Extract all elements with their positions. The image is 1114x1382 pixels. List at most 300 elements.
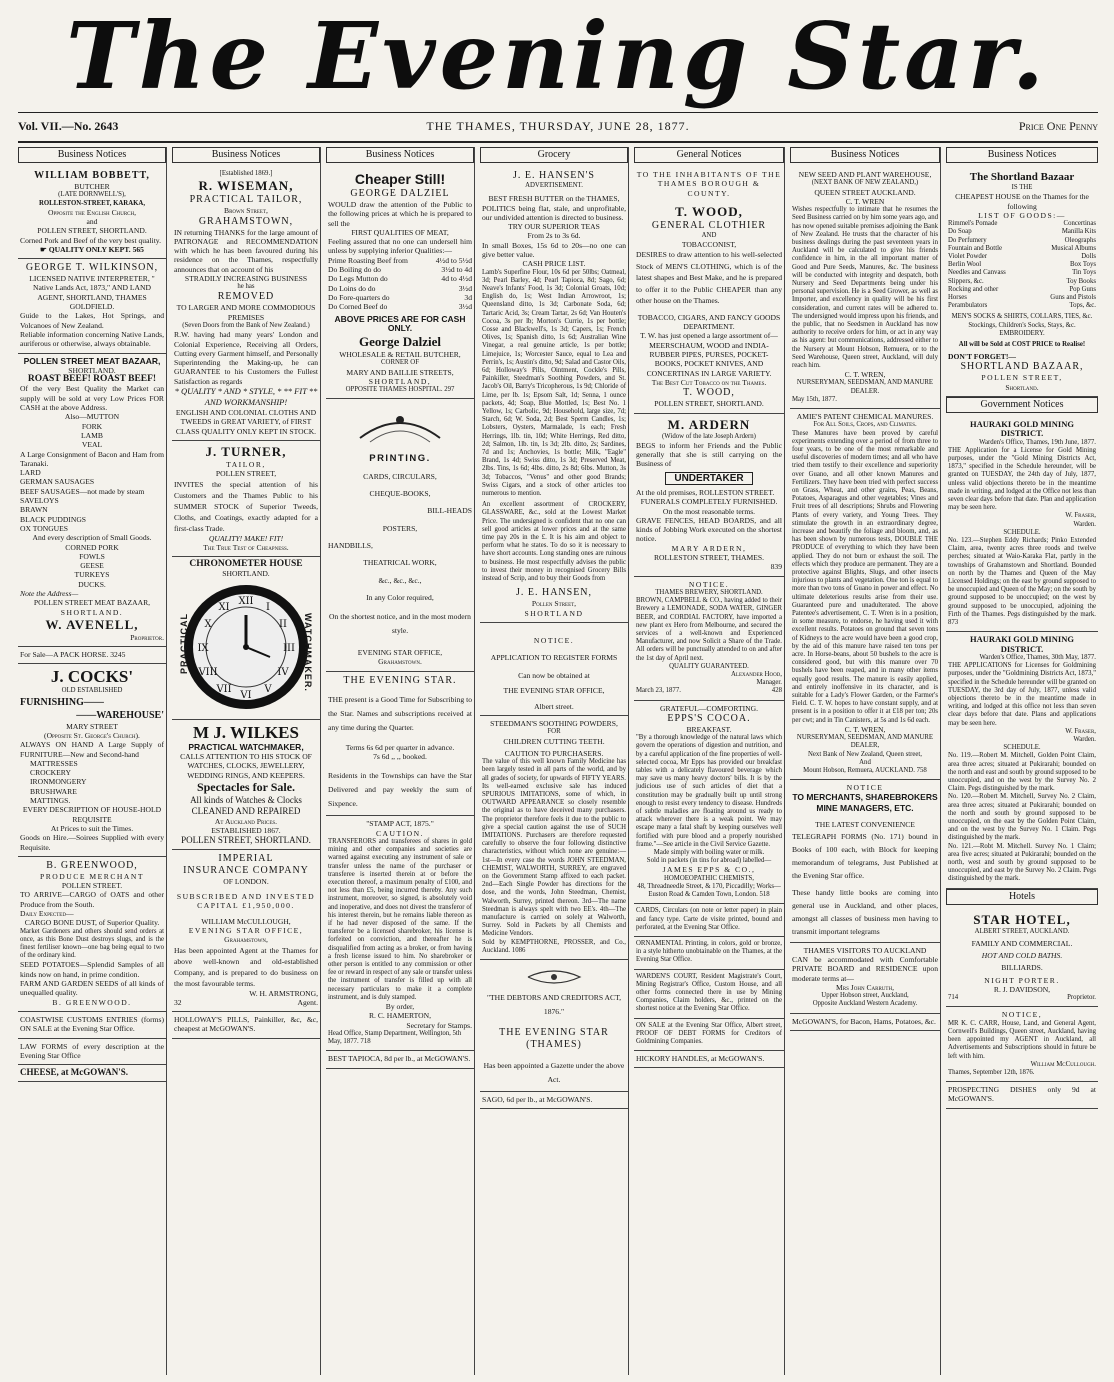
ad-title: PRINTING.: [369, 453, 431, 465]
ad-text: FARM AND GARDEN SEEDS of all kinds of unequalled quality.: [20, 979, 164, 998]
column-3: [326, 147, 475, 1375]
ad-text: R. C. HAMERTON,: [368, 1011, 432, 1021]
ad-text: THE EVENING STAR OFFICE,: [503, 686, 605, 696]
vertical-label: PRACTICAL: [179, 612, 189, 674]
ad-brewery: [634, 577, 784, 701]
ad-text: OF LONDON.: [223, 876, 269, 886]
goods-item: Oleographs: [1064, 236, 1096, 244]
ad-text: he has: [237, 283, 255, 291]
ad-text: Warden's Office, Thames, 30th May, 1877.: [979, 653, 1096, 661]
ad-prospecting-dishes: [946, 1082, 1098, 1109]
goods-item: Guns and Pistols: [1050, 293, 1096, 301]
ad-text: CHILDREN CUTTING TEETH.: [503, 736, 605, 746]
ad-title: HAURAKI GOLD MINING DISTRICT.: [970, 419, 1074, 439]
ad-title: NOTICE: [846, 783, 884, 793]
svg-text:VI: VI: [240, 689, 252, 701]
ad-text: May 15th, 1877.: [792, 395, 837, 403]
svg-text:IV: IV: [277, 666, 289, 678]
ad-text: MARY AND BAILLIE STREETS,: [346, 367, 454, 377]
ad-text: CAPITAL £1,950,000.: [197, 901, 295, 911]
dateline: [18, 119, 1098, 139]
column-7: [946, 147, 1098, 1375]
ad-text: ——WAREHOUSE': [76, 709, 164, 721]
ad-text: Also—MUTTON: [64, 412, 120, 422]
ad-hansen: [480, 167, 628, 623]
ad-text: Has been appointed a Gazette under the above Act.: [483, 1061, 625, 1085]
ad-text: GRAHAMSTOWN,: [198, 215, 294, 227]
ad-text: CASH PRICE LIST.: [522, 259, 586, 269]
ad-text: POLITICS being flat, stale, and unprofitable, our undivided attention is directed to business.: [482, 203, 626, 222]
section-header: General Notices: [634, 147, 784, 163]
ad-text: THEATRICAL WORK,: [363, 558, 437, 568]
ad-amies-manures: [790, 409, 940, 780]
ad-text: GENERAL CLOTHIER: [651, 219, 767, 231]
volume-number: Vol. VII.—No. 2643: [18, 119, 119, 133]
ad-text: FIRST QUALITIES OF MEAT,: [351, 227, 449, 237]
ad-text: At Auckland Prices.: [214, 816, 278, 826]
price-value: 3½d: [458, 302, 472, 312]
goods-item: Toy Books: [1066, 277, 1096, 285]
ad-text: HICKORY HANDLES, at McGOWAN'S.: [636, 1054, 765, 1064]
ad-text: NURSERYMAN, SEEDSMAN, AND MANURE DEALER.: [796, 379, 934, 395]
printing-ornament-icon: [352, 408, 448, 448]
ad-text: JAMES EPPS & CO.,: [662, 865, 756, 875]
ad-text: William McCullough.: [1030, 1060, 1096, 1068]
goods-item: Fountain and Bottle: [948, 244, 1002, 252]
ad-text: ROLLESTON STREET, THAMES.: [653, 553, 765, 563]
ad-text: CAN be accommodated with Comfortable PRIVATE BOARD and RESIDENCE upon moderate terms at—: [792, 955, 938, 983]
ad-wiseman: [172, 167, 320, 441]
ad-text: No. 120.—Robert M. Mitchell, Survey No. 2 Claim, area three acres; situated at Pukirarahi; bounded on the north and south by ground supposed to be unoccupied, on the east by the Golden Point Claim, and on the west by the Survey No. 1 Claim. Pegs distinguished by the mark.: [948, 793, 1096, 842]
ad-title: STEEDMAN'S SOOTHING POWDERS,: [490, 719, 618, 729]
ad-text: And every description of Small Goods.: [32, 533, 152, 543]
goods-item: Pop Guns: [1069, 285, 1096, 293]
ad-text: Stockings, Children's Socks, Stays, &c. EMBROIDERY.: [968, 321, 1076, 337]
ad-wilkes: [172, 720, 320, 850]
price-item: Do Legs Mutton do: [328, 274, 388, 284]
ad-text: TOBACCO, CIGARS, AND FANCY GOODS DEPARTMENT.: [637, 312, 781, 332]
ad-text: The Best Cut Tobacco on the Thames.: [651, 377, 767, 387]
ad-title: GEORGE T. WILKINSON,: [25, 262, 159, 274]
section-header: Government Notices: [946, 397, 1098, 413]
ad-text: All will be Sold at COST PRICE to Realise!: [958, 340, 1086, 348]
ad-star-hotel: [946, 909, 1098, 1008]
ad-text: McGOWAN'S, for Bacon, Hams, Potatoes, &c.: [792, 1016, 936, 1026]
ad-text: Warden's Office, Thames, 19th June, 1877.: [979, 438, 1096, 446]
ad-ornamental: [634, 937, 784, 970]
ad-text: CARGO BONE DUST, of Superior Quality.: [24, 918, 160, 928]
goods-item: Slippers, &c.: [948, 277, 984, 285]
svg-text:VII: VII: [216, 683, 232, 695]
svg-text:X: X: [204, 618, 212, 630]
section-header: Business Notices: [790, 147, 940, 163]
ad-text: T. W. has just opened a large assortment of— MEERSCHAUM, WOOD and INDIA-RUBBER PIPES, PURSES, POCKET-BOOKS, POCKET KNIVES, AND CONCERTINAS IN LARGE VARIETY.: [640, 331, 778, 378]
ad-text: Opposite Auckland Western Academy.: [812, 1000, 918, 1008]
ad-text: THAMES BREWERY, SHORTLAND.: [655, 588, 763, 596]
ad-title: STAR HOTEL,: [973, 911, 1071, 927]
ad-text: Upper Hobson street, Auckland,: [821, 992, 909, 1000]
ad-text: These handy little books are coming into general use in Auckland, and other places, amongst all classes of business men having to transmit important telegrams: [792, 887, 938, 936]
ad-text: POLLEN STREET,: [215, 469, 277, 479]
ad-text: All kinds of Watches & Clocks CLEANED AND REPAIRED: [190, 794, 302, 816]
goods-row: [948, 220, 1096, 228]
clock-illustration: [174, 583, 318, 711]
ad-number: 873: [948, 619, 959, 627]
goods-row: [948, 237, 1096, 245]
ad-number: 758: [916, 766, 927, 774]
ad-text: WOULD draw the attention of the Public to the following prices at which he is prepared to sell the: [328, 200, 472, 228]
svg-text:XII: XII: [238, 595, 254, 607]
ad-pack-horse: [18, 647, 166, 664]
ad-text: SHORTLAND.: [222, 569, 270, 579]
goods-row: [948, 286, 1096, 294]
ad-text: ORNAMENTAL Printing, in colors, gold or bronze, in a style hitherto unobtainable on the Thames, at the Evening Star Office.: [636, 939, 782, 964]
price-list: [328, 256, 472, 312]
ad-text: Grahamstown.: [378, 657, 422, 667]
ad-text: Terms 6s 6d per quarter in advance.: [345, 742, 455, 752]
goods-row: [948, 245, 1096, 253]
ad-title: George Dalziel: [359, 334, 441, 350]
ad-text: HOLLOWAY'S PILLS, Painkiller, &c, &c, cheapest at McGOWAN'S.: [174, 1015, 318, 1034]
ad-text: ADVERTISEMENT.: [525, 182, 583, 189]
ad-text: CORNED PORK FOWLS GEESE TURKEYS DUCKS.: [65, 542, 119, 589]
ad-text: TO ARRIVE—CARGO of OATS and other Produce from the South.: [20, 890, 164, 909]
ad-text: HANDBILLS,: [328, 540, 373, 550]
ad-text: SHORTLAND.: [60, 607, 124, 617]
goods-item: Perambulators: [948, 302, 988, 310]
ad-text: Residents in the Townships can have the Star Delivered and pay weekly the sum of Sixpence.: [328, 771, 472, 809]
ad-title: J. COCKS': [50, 667, 134, 687]
svg-text:III: III: [283, 642, 295, 654]
ad-coastwise: [18, 1012, 166, 1039]
ad-number: 714: [948, 994, 959, 1002]
ad-number: 718: [360, 1038, 371, 1046]
svg-text:XI: XI: [218, 601, 230, 613]
ad-text: MEN'S SOCKS & SHIRTS, COLLARS, TIES, &c.: [951, 313, 1093, 321]
ad-text: CHEAPEST HOUSE on the Thames for the following: [955, 192, 1089, 211]
ad-text: SEED POTATOES—Splendid Samples of all kinds now on hand, in prime condition.: [20, 960, 164, 979]
ad-text: Opposite the English Church,: [47, 207, 137, 217]
price-item: Prime Roasting Beef from: [328, 255, 408, 265]
ad-thames-visitors: [790, 943, 940, 1014]
ad-text: March 23, 1877.: [636, 687, 681, 695]
ad-text: 7s 6d ,, ,, booked.: [373, 752, 427, 762]
ad-greenwood: [18, 857, 166, 1012]
ad-title: R. WISEMAN,: [198, 178, 294, 194]
ad-text: QUALITY! MAKE! FIT!: [208, 533, 284, 543]
ad-text: Lamb's Superfine Flour, 10s 6d per 50lbs; Oatmeal, 3d; Pearl Barley, 4d; Pearl Tapioca, 8d; Sago, 6d; Neave's Infants' Food, 1s 3d; Colonial Groats, 10d; English do, 1s; West Indian Arrowroot, 1s; Queensland ditto, 1s 3d; Carbonate Soda, 6d; Tartaric Acid, 3s; Cream Tartar, 2s 6d; Van Houten's Cocoa, 3s per lb; Morton's Currie, 1s per bottle; Cosse and Blackwell's, 1s 3d; Capers, 1s; French Olives, 1s; Spanish ditto, 1s 6d; Australian Wine Vinegar, a real genuine article, 1s per bottle; Limejuice, 1s; Worcester Sauce, equal to Lea and Perrin's, 1s; Austin's ditto, 9d; Salad and Castor Oils, 6d; Holloway's Pills, Ointment, Cockle's Pills, Painkiller, Steedman's Soothing Powders, and St. Jacob's Oil, Barry's Tricopherous, 1s 9d; Chloride of Lime, per lb. 1s; Epsom Salt, 1d; Senna, 1 ounce packets, 4d; Soap, Blue Mottled, 1s; Best No. 1 Yellow, 1s; Carbolic, 9d; Household, large size, 7d; Starch, 6d; W. Soda, 2d; Best Sperm Candles, 1s; Lobsters, Oysters, Marmalade, 1s each; Fresh Herrings, 1lb. tin, 10d; White Herrings, Red ditto, 2d; Salmon, 1lb. tin, 1s 3d; 2lb. ditto, 2s; Sardines, 7d and 1s; Anchovies, 1s bottle; Milk, "Eagle" Brand, 1s 4d; Swiss ditto, 1s 3d; Preserved Meat, 2lbs. Tins, 1s 6d; 4lbs. ditto, 2s 8d; 6lbs. Mutton, 3s 3d; Tobaccos, "Venus" and other good Brands; Swiss Cigars, and a stock of other articles too numerous to mention.: [482, 268, 626, 498]
ad-title: "THE DEBTORS AND CREDITORS ACT, 1876.": [486, 993, 622, 1017]
goods-item: Tin Toys: [1072, 269, 1096, 277]
ad-number: 32: [174, 997, 182, 1007]
ad-text: At the old premises, ROLLESTON STREET.: [636, 487, 775, 497]
ad-text: QUALITY GUARANTEED.: [669, 662, 749, 670]
price-value: 4½d to 5½d: [435, 255, 472, 265]
ad-text: MR K. C. CARR, House, Land, and General Agent, Cornwell's Buildings, Queen street, Auckland, having been appointed my AGENT in Auckland, all Advertisements and Subscriptions should in future be left with him.: [948, 1019, 1096, 1060]
price-value: 3½d to 4d: [441, 265, 472, 275]
goods-row: [948, 294, 1096, 302]
ad-text: Goods on Hire.—Soirees Supplied with every Requisite.: [20, 833, 164, 852]
hand-pointer-icon: ☛: [40, 244, 49, 254]
ad-text: THE LATEST CONVENIENCE: [815, 820, 915, 830]
ad-text: ENGLISH AND COLONIAL CLOTHS AND TWEEDS in GREAT VARIETY, of FIRST CLASS QUALITY ONLY KEPT IN STOCK.: [175, 408, 317, 436]
ad-text: SHORTLAND BAZAAR,: [960, 361, 1084, 373]
newspaper-title: The Evening Star.: [66, 2, 1048, 110]
price-item: Do Fore-quarters do: [328, 292, 390, 302]
ad-text: EVERY DESCRIPTION OF HOUSE-HOLD REQUISITE: [22, 805, 162, 824]
ad-text: OPPOSITE THAMES HOSPITAL.: [345, 386, 443, 394]
ad-debtors-act: [480, 960, 628, 1092]
ad-title: M. ARDERN: [667, 416, 751, 432]
ad-text: MARY ARDERN,: [671, 543, 747, 553]
ad-text: Daily Expected—: [20, 909, 74, 919]
ad-text: TRANSFERORS and transferees of shares in gold mining and other companies and societies are warned against executing any instrument of sale or transfer unless the name of the purchaser or transferee is inserted therein at or before the execution thereof, a maximum penalty of £100, and not less than £5, being incurred thereby. Any such instrument, moreover, so signed, is absolutely void and inoperative, and does not divest the transferor of his interest therein, but he remains liable thereon as if he had never disposed of the same. If the transferor be a licensed sharebroker, his license is forfeited on conviction, and thereafter he is disqualified from acting as a broker, or from having a fresh license issued to him. No sharebroker or other person is entitled to any commission or other fee or reward in respect of any sale or transfer unless the instrument of transfer is filled up with all necessary particulars to make it a complete instrument, and is duly stamped.: [328, 837, 472, 1001]
ad-text: NIGHT PORTER.: [984, 975, 1060, 985]
ad-holloway: [172, 1012, 320, 1039]
ad-imperial-insurance: [172, 850, 320, 1012]
ad-text: PRODUCE MERCHANT: [40, 871, 144, 881]
ad-text: Guide to the Lakes, Hot Springs, and Volcanoes of New Zealand.: [20, 311, 164, 330]
ad-title: NOTICE.: [533, 635, 575, 645]
price: Price One Penny: [1018, 119, 1098, 133]
goods-row: [948, 269, 1096, 277]
ad-text: CHEESE, at McGOWAN'S.: [20, 1067, 129, 1078]
ad-sago: [480, 1092, 628, 1109]
ad-title: W. AVENELL,: [45, 616, 139, 632]
goods-item: Dolls: [1081, 252, 1096, 260]
ad-text: ALWAYS ON HAND A Large Supply of FURNITURE—New and Second-hand: [20, 740, 164, 759]
ad-text: Warden.: [1073, 735, 1096, 743]
ad-text: BUTCHER: [74, 182, 110, 191]
ad-number: 297: [444, 386, 455, 394]
goods-row: [948, 302, 1096, 310]
ad-title: NOTICE,: [1001, 1010, 1043, 1020]
price-value: 4d to 4½d: [441, 274, 472, 284]
ad-text: W. Fraser,: [1065, 727, 1096, 735]
place-date: THE THAMES, THURSDAY, JUNE 28, 1877.: [426, 119, 690, 133]
svg-text:IX: IX: [197, 642, 209, 654]
ad-title: B. GREENWOOD,: [46, 859, 138, 871]
ad-text: [Established 1869.]: [219, 170, 273, 177]
ad-text: Proprietor.: [130, 632, 164, 642]
price-item: Do Loins do do: [328, 283, 376, 293]
ad-text: POSTERS,: [382, 523, 418, 533]
ad-title: AMIE'S PATENT CHEMICAL MANURES.: [796, 412, 934, 422]
ad-text: FORK LAMB VEAL: [81, 421, 103, 450]
ad-text: GRAVE FENCES, HEAD BOARDS, and all kinds of Jobbing Work executed on the shortest notice.: [636, 515, 782, 544]
ad-text: Note the Address—: [20, 588, 79, 598]
ad-text: R. J. DAVIDSON,: [993, 984, 1051, 994]
ad-text: Manager.: [756, 679, 782, 687]
ad-text: PRACTICAL TAILOR,: [189, 194, 303, 206]
ad-wilkinson: [18, 259, 166, 353]
price-value: 3½d: [458, 283, 472, 293]
ad-text: W. H. ARMSTRONG,: [249, 988, 318, 998]
ad-text: EVENING STAR OFFICE,: [188, 926, 304, 935]
ad-text: Mount Hobson, Remuera, AUCKLAND.: [803, 766, 915, 774]
ad-text: and: [86, 217, 98, 226]
ad-text: POLLEN STREET, SHORTLAND.: [181, 834, 311, 845]
ad-text: W. Fraser,: [1065, 512, 1096, 520]
ad-cards: [634, 904, 784, 937]
ad-epps-cocoa: [634, 701, 784, 905]
ad-text: WARDEN'S COURT, Resident Magistrate's Court, Mining Registrar's Office, Custom House, and all other forms connected there in use by Mining Companies, Claim holders, &c., printed on the shortest notice at the Evening Star Office.: [636, 972, 782, 1013]
ad-text: THE APPLICATIONS for Licenses for Goldmining purposes, under the "Goldmining Districts Act, 1873," specified in the Schedule hereunder will be granted on TUESDAY, the 3rd day of July, 1877, unless valid objections thereto be in the meantime made in writing, and lodged at this office not less than seven clear days before that date. Plans and applications may be seen here.: [948, 662, 1096, 727]
ad-text: THE EVENING STAR (THAMES): [499, 1027, 609, 1051]
ad-text: The value of this well known Family Medicine has been largely tested in all parts of the world, and by all grades of society, for upwards of FIFTY YEARS. Its well-earned exclusive sale has induced SPURIOUS IMITATIONS, some of which, in OUTWARD APPEARANCE so closely resemble the original as to have deceived many purchasers. The proprietor therefore feels it due to the public to give a special caution against the use of SUCH IMITATIONS. Purchasers are therefore requested carefully to observe the four following distinctive characteristics, without which none are genuine:— 1st—In every case the words JOHN STEEDMAN, CHEMIST, WALWORTH, SURREY, are engraved on the Government Stamp affixed to each packet. 2nd—Each Single Powder has directions for the dose, and the words, John Steedman, Chemist, Walworth, Surrey, printed thereon. 3rd—The name Steedman is always spelt with two EE's. 4th—The manufacture is carried on solely at Walworth, Surrey. Sold in Packets by all Chemists and Medicine Vendors.: [482, 758, 626, 938]
ad-title: "STAMP ACT, 1875.": [366, 819, 434, 829]
ad-text: FAMILY AND COMMERCIAL.: [971, 938, 1073, 948]
ad-text: Spectacles for Sale.: [196, 779, 296, 794]
ad-text: J. E. HANSEN,: [515, 587, 593, 599]
ad-text: TELEGRAPH FORMS (No. 171) bound in Books of 100 each, with Block for keeping memorandum of telegrams, Just Published at the Evening Star office.: [792, 831, 938, 880]
ad-text: A Large Consignment of Bacon and Ham from Taranaki.: [20, 449, 164, 468]
ad-text: CALLS ATTENTION TO HIS STOCK OF WATCHES, CLOCKS, JEWELLERY, WEDDING RINGS, AND KEEPERS.: [180, 752, 312, 780]
ad-stamp-act: [326, 816, 474, 1051]
ad-text: NURSERYMAN, SEEDSMAN, AND MANURE DEALER,: [796, 734, 934, 750]
goods-item: Berlin Wool: [948, 261, 982, 269]
ad-text: No. 123.—Stephen Eddy Richards; Pinko Extended Claim, area, twenty acres three roods and twelve perches; situated at Waio-Karaka Flat, partly in the townships of Grahamstown and Shortland. Bounded on north by the Thames and Queen of the May Licensed Holdings; on the east by ground supposed to be unoccupied and Queen of the May; on the south by ground supposed to be unoccupied; on the west by ground supposed to be unoccupied, adjoining the Firth of the Thames. Pegs distinguished by the mark.: [948, 537, 1096, 618]
ad-text: * QUALITY * AND * STYLE, * ** FIT ** AND WORKMANSHIP!: [174, 386, 318, 408]
ad-text: For All Soils, Crops, and Climates.: [813, 421, 917, 429]
ad-tapioca: [326, 1051, 474, 1068]
ad-hauraki-1: [946, 417, 1098, 632]
ad-text: BEST FRESH BUTTER on the THAMES,: [488, 194, 620, 204]
ad-text: C. T. WREN,: [844, 370, 886, 380]
ad-title: EPPS'S COCOA.: [667, 712, 751, 724]
ad-text: IN returning THANKS for the large amount of PATRONAGE and RECOMMENDATION with which he has been favoured during his residence on the Thames, respectfully announces that on account of his: [174, 227, 318, 274]
ad-text: SCHEDULE.: [1003, 528, 1041, 536]
ad-number: 3245: [110, 650, 126, 660]
ad-text: Sold in packets (in tins for abroad) labelled—: [646, 857, 772, 865]
ad-text: Can now be obtained at: [518, 671, 590, 681]
ad-title: NOTICE.: [688, 579, 730, 589]
goods-list: [948, 220, 1096, 310]
ad-text: An excellent assortment of CROCKERY, GLASSWARE, &c., sold at the Lowest Market Price. The undersigned is confident that no one can sell good articles at lower prices and at the same time pay 20s in the £. It is his aim and object to perform what he states. To do so it is necessary to have short accounts. Long standing ones are ruinous to business. He most respectfully advises the public to invest their money in recognised Grocery Bills instead of Scrip, and to buy their Goods from: [482, 501, 626, 583]
ad-title: POLLEN STREET MEAT BAZAAR,: [23, 355, 161, 366]
ad-text: LIST OF GOODS:—: [978, 210, 1066, 220]
ad-title: J. TURNER,: [205, 443, 287, 459]
ad-text: FOR: [547, 728, 561, 736]
ad-text: Brown Street,: [224, 206, 268, 216]
ad-bobbett: [18, 167, 166, 259]
ad-number: 1086: [511, 946, 526, 954]
ad-text: Warden.: [1073, 520, 1096, 528]
ad-text: Pollen Street,: [531, 599, 577, 609]
ad-text: WILLIAM McCULLOUGH,: [201, 916, 291, 926]
ad-text: C. T. WREN: [845, 196, 885, 206]
vertical-label: WATCHMAKER.: [303, 612, 313, 692]
ad-text: (Seven Doors from the Bank of New Zealand.): [182, 322, 310, 330]
clock-icon: [179, 583, 313, 711]
ad-text: Grahamstown,: [224, 935, 268, 945]
ad-text: PRACTICAL WATCHMAKER,: [188, 741, 304, 752]
ad-text: In any Color required,: [366, 592, 434, 602]
section-header: Business Notices: [946, 147, 1098, 163]
ad-text: ALBERT STREET, AUCKLAND.: [974, 927, 1070, 935]
ad-text: R.W. having had many years' London and Colonial Experience, Receiving all Orders, Cutting every Garment himself, and Personally Superintending the Making-up, he can GUARANTEE to his Customers the Fullest Satisfaction as regards: [174, 330, 318, 386]
goods-row: [948, 228, 1096, 236]
ad-text: APPLICATION TO REGISTER FORMS: [490, 653, 618, 663]
ad-number: 518: [759, 891, 770, 899]
goods-row: [948, 261, 1096, 269]
ad-cocks: [18, 664, 166, 856]
ad-text: Wishes respectfully to intimate that he resumes the Seed Business carried on by him some years ago, and has now opened suitable premises adjoining the Bank of New Zealand. He trusts that the character of his business dealings during the past seventeen years in Auckland will be calculated to give his friends confidence in him, in the all important matter of Good and Pure Seeds, Manures, &c. The business will be conducted with integrity and despatch, both Nursery and Seed Departments being under his personal supervision. He is a Seed Grower, as well as Importer, and excellency in quality will be his first consideration, and current rates will be adhered to. The undersigned would impress upon his friends, and the public, that no Seedsmen in Auckland has now authority to receive orders for him, or act in any way as his agent: but communications, addressed either to the Nursery at Mount Hobson, Remuera, or to the Seed Warehouse, Queen street, Auckland, will duly reach him.: [792, 206, 938, 369]
ad-text: No. 119.—Robert M. Mitchell, Golden Point Claim, area three acres; situated at Pukirarahi; bounded on the north and east and south by ground supposed to be unoccupied, and on the west by the Survey No. 2 Claim. Pegs distinguished by the mark.: [948, 752, 1096, 793]
ad-text: TRY OUR SUPERIOR TEAS: [508, 222, 600, 232]
goods-item: Violet Powder: [948, 252, 988, 260]
ad-text: And: [859, 758, 871, 766]
ad-telegraph-forms: [790, 780, 940, 943]
ad-text: STRADILY INCREASING BUSINESS: [184, 273, 308, 283]
ad-title: J. E. HANSEN'S: [513, 170, 595, 181]
ad-title: THAMES VISITORS TO AUCKLAND: [803, 945, 927, 955]
ad-wardens-court: [634, 970, 784, 1019]
ad-text: DON'T FORGET!—: [948, 352, 1016, 362]
section-header: Business Notices: [172, 147, 320, 163]
goods-item: Do Soap: [948, 228, 972, 236]
ad-title: The Shortland Bazaar: [969, 171, 1075, 183]
ad-text: OLD ESTABLISHED: [61, 687, 123, 695]
ad-title: GRATEFUL—COMFORTING.: [659, 703, 759, 713]
ad-number: 839: [770, 562, 782, 572]
ad-text: Next Bank of New Zealand, Queen street,: [808, 750, 922, 758]
ad-text: TAILOR,: [226, 459, 266, 469]
ad-text: Alexander Hood,: [731, 670, 782, 678]
svg-text:VIII: VIII: [198, 666, 218, 678]
ad-text: CAUTION.: [375, 828, 425, 838]
ad-text: T. WOOD,: [683, 387, 735, 399]
column-6: [790, 147, 941, 1375]
undertaker-label: UNDERTAKER: [665, 472, 752, 485]
ad-text: &c., &c., &c.,: [378, 575, 422, 585]
ad-text: QUALITY ONLY KEPT.: [48, 244, 131, 254]
goods-item: Musical Albums: [1051, 244, 1096, 252]
ad-text: CARDS, CIRCULARS,: [363, 471, 437, 481]
ad-text: EVENING STAR OFFICE,: [357, 648, 443, 658]
ad-text: LICENSED NATIVE INTERPRETER, " Native Lands Act, 1873," AND LAND AGENT, SHORTLAND, THAMES GOLDFIELD.: [29, 274, 155, 312]
svg-text:II: II: [279, 618, 287, 630]
ad-text: CHEQUE-BOOKS,: [369, 489, 431, 499]
goods-item: Rocking and other: [948, 285, 999, 293]
ad-text: SHORTLAND: [524, 608, 584, 618]
ad-wood: [634, 167, 784, 414]
ad-proof-of-debt: [634, 1019, 784, 1052]
ad-text: LAW FORMS of every description at the Evening Star Office: [20, 1041, 164, 1060]
masthead-rule: [18, 112, 1098, 113]
ad-text: BREAKFAST.: [686, 724, 732, 734]
ad-text: Mrs John Carruth,: [836, 982, 894, 992]
goods-item: Horses: [948, 293, 967, 301]
ad-title: TO THE INHABITANTS OF THE THAMES BOROUGH & COUNTY.: [636, 170, 782, 198]
ad-text: ABOVE PRICES ARE FOR CASH ONLY.: [334, 313, 466, 333]
ad-text: On the shortest notice, and in the most modern style.: [329, 612, 471, 636]
ad-text: At Prices to suit the Times.: [50, 823, 134, 833]
ad-text: HOMOEOPATHIC CHEMISTS,: [663, 874, 754, 882]
ad-text: The True Test of Cheapness.: [203, 542, 289, 552]
ad-text: AND: [701, 231, 717, 239]
ad-text: HOT AND COLD BATHS.: [981, 951, 1063, 961]
ad-text: TOBACCONIST,: [681, 240, 737, 250]
svg-text:I: I: [266, 601, 270, 613]
ad-ardern: [634, 414, 784, 577]
ad-text: (Opposite St. George's Church).: [44, 730, 140, 740]
column-2: [172, 147, 321, 1375]
price-row: [328, 274, 472, 283]
ad-title: IMPERIAL: [218, 852, 274, 864]
goods-item: Rimmel's Pomade: [948, 220, 998, 228]
ad-text: LARD GERMAN SAUSAGES BEEF SAUSAGES—not made by steam SAVELOYS BRAWN BLACK PUDDINGS OX TONGUES: [20, 468, 145, 533]
